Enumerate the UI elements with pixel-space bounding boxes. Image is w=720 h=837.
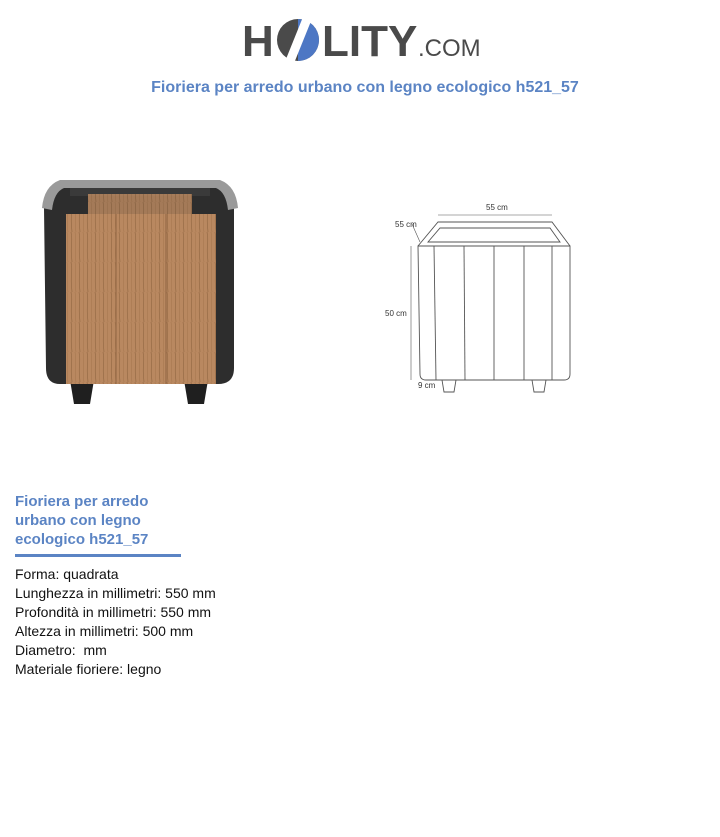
dim-width-label: 55 cm xyxy=(486,203,508,212)
spec-diameter: Diametro: mm xyxy=(15,642,107,658)
logo-letter-h: H xyxy=(242,17,274,66)
drawing-seam-2 xyxy=(464,246,465,380)
spec-list xyxy=(15,565,216,679)
logo-letters-lity: LITY xyxy=(322,17,418,66)
holity-logo-graphic xyxy=(242,12,482,68)
dim-height-label: 50 cm xyxy=(385,309,407,318)
logo-dotcom: .COM xyxy=(418,35,481,62)
drawing-leg-right xyxy=(532,380,546,392)
technical-drawing xyxy=(380,198,580,398)
dim-leg-label: 9 cm xyxy=(418,381,436,390)
drawing-leg-left xyxy=(442,380,456,392)
dimension-drawing xyxy=(380,198,580,398)
product-photo xyxy=(38,172,242,408)
spec-material: Materiale fioriere: legno xyxy=(15,661,162,677)
section-title-underline xyxy=(15,554,181,557)
wood-front-panel xyxy=(66,214,216,384)
drawing-inner-top xyxy=(428,228,560,242)
spec-depth: Profondità in millimetri: 550 mm xyxy=(15,604,212,620)
dim-depth-label: 55 cm xyxy=(395,220,417,229)
product-section-title: Fioriera per arredo urbano con legno ecologico h521_57 xyxy=(15,493,149,548)
wood-back-panel xyxy=(88,194,192,214)
page-title: Fioriera per arredo urbano con legno ecologico h521_57 xyxy=(151,79,579,96)
spec-length: Lunghezza in millimetri: 550 mm xyxy=(15,585,216,601)
planter-illustration xyxy=(38,172,242,408)
logo-o-icon xyxy=(277,13,319,68)
drawing-seam-1 xyxy=(434,246,436,380)
spec-shape: Forma: quadrata xyxy=(15,566,119,582)
holity-logo[interactable] xyxy=(242,12,482,68)
spec-height: Altezza in millimetri: 500 mm xyxy=(15,623,194,639)
